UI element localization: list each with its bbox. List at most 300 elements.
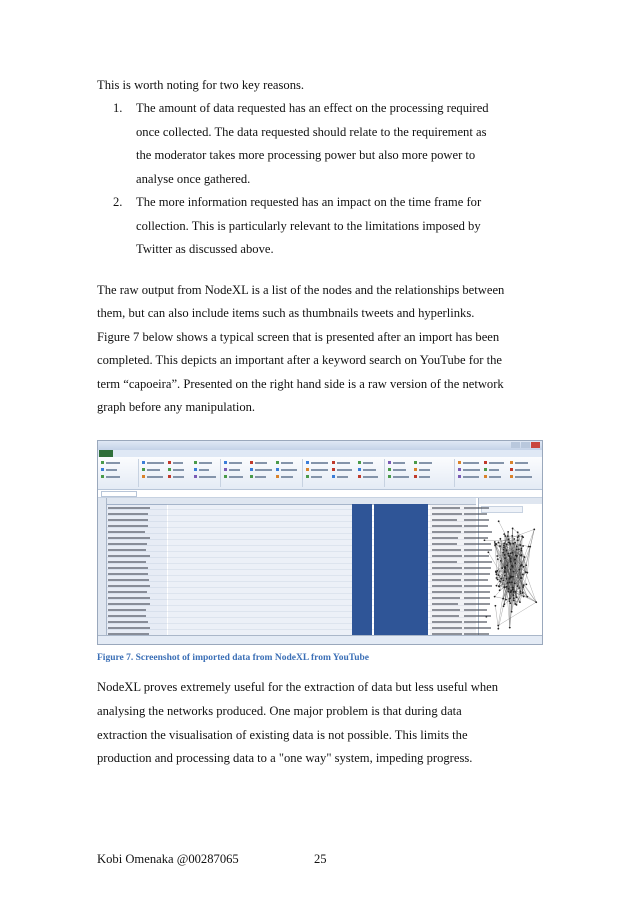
- graph-vertex: [521, 564, 523, 566]
- ribbon-label-stroke: [311, 476, 322, 478]
- cell-text-stroke: [432, 507, 460, 509]
- reason-1-line-3: the moderator takes more processing power but also more power to: [136, 148, 476, 162]
- graph-vertex: [503, 544, 505, 546]
- paragraph-2-line-1: NodeXL proves extremely useful for the extraction of data but less useful when: [97, 680, 499, 694]
- graph-vertex: [497, 628, 499, 630]
- ribbon-label-stroke: [229, 462, 242, 464]
- ribbon-icon: [458, 468, 461, 471]
- graph-vertex: [518, 535, 520, 537]
- graph-vertex: [520, 548, 522, 550]
- ribbon-label-stroke: [255, 469, 272, 471]
- ribbon-label-stroke: [173, 469, 184, 471]
- graph-vertex: [504, 571, 506, 573]
- graph-vertex: [525, 564, 527, 566]
- graph-vertex: [501, 567, 503, 569]
- graph-vertex: [512, 528, 514, 530]
- paragraph-1-line-4: completed. This depicts an important after a keyword search on YouTube for the: [97, 353, 503, 367]
- graph-vertex: [504, 587, 506, 589]
- graph-vertex: [520, 577, 522, 579]
- graph-vertex: [524, 556, 526, 558]
- cell-text-stroke: [108, 585, 150, 587]
- cell-text-stroke: [432, 627, 462, 629]
- graph-vertex: [535, 601, 537, 603]
- cell-text-stroke: [108, 627, 150, 629]
- ribbon-label-stroke: [106, 469, 117, 471]
- graph-vertex: [497, 558, 499, 560]
- graph-vertex: [518, 587, 520, 589]
- ribbon-label-stroke: [337, 469, 352, 471]
- graph-vertex: [508, 538, 510, 540]
- ribbon-label-stroke: [147, 476, 163, 478]
- ribbon-icon: [142, 475, 145, 478]
- cell-text-stroke: [432, 555, 462, 557]
- graph-vertex: [514, 591, 516, 593]
- graph-vertex: [509, 627, 511, 629]
- ribbon-icon: [388, 461, 391, 464]
- name-box: [101, 491, 137, 497]
- graph-vertex: [502, 598, 504, 600]
- ribbon-icon: [101, 461, 104, 464]
- ribbon-icon: [142, 461, 145, 464]
- ribbon-icon: [101, 468, 104, 471]
- graph-vertex: [503, 549, 505, 551]
- graph-vertex: [509, 542, 511, 544]
- pane-header: [479, 498, 543, 504]
- ribbon-label-stroke: [419, 469, 430, 471]
- graph-vertex: [502, 552, 504, 554]
- graph-vertex: [514, 542, 516, 544]
- cell-text-stroke: [464, 525, 488, 527]
- graph-vertex: [503, 603, 505, 605]
- graph-vertex: [518, 548, 520, 550]
- ribbon-label-stroke: [281, 462, 293, 464]
- ribbon-label-stroke: [229, 476, 243, 478]
- graph-vertex: [509, 559, 511, 561]
- cell-text-stroke: [108, 621, 148, 623]
- ribbon-icon: [510, 475, 513, 478]
- graph-vertex: [510, 590, 512, 592]
- cell-text-stroke: [432, 519, 457, 521]
- ribbon-icon: [414, 468, 417, 471]
- cell-text-stroke: [108, 567, 148, 569]
- reason-2-line-3: Twitter as discussed above.: [136, 242, 274, 256]
- cell-text-stroke: [432, 591, 462, 593]
- ribbon-label-stroke: [393, 476, 409, 478]
- ribbon-icon: [194, 461, 197, 464]
- ribbon-icon: [358, 475, 361, 478]
- cell-text-stroke: [108, 519, 148, 521]
- graph-vertex: [487, 551, 489, 553]
- cell-text-stroke: [464, 549, 492, 551]
- paragraph-2-line-3: extraction the visualisation of existing data is not possible. This limits the: [97, 728, 468, 742]
- sheet-tabs: [98, 635, 542, 645]
- ribbon-icon: [306, 461, 309, 464]
- graph-vertex: [523, 566, 525, 568]
- graph-vertex: [496, 577, 498, 579]
- cell-text-stroke: [108, 537, 150, 539]
- ribbon-icon: [224, 461, 227, 464]
- graph-vertex: [507, 531, 509, 533]
- graph-vertex: [510, 552, 512, 554]
- ribbon-label-stroke: [147, 469, 160, 471]
- cell-text-stroke: [432, 579, 461, 581]
- graph-vertex: [506, 544, 508, 546]
- cell-text-stroke: [464, 519, 489, 521]
- cell-text-stroke: [432, 633, 462, 635]
- graph-vertex: [484, 539, 486, 541]
- ribbon-label-stroke: [147, 462, 164, 464]
- graph-vertex: [509, 578, 511, 580]
- ribbon-icon: [168, 461, 171, 464]
- graph-vertex: [512, 587, 514, 589]
- paragraph-1-line-6: graph before any manipulation.: [97, 400, 256, 414]
- cell-text-stroke: [432, 603, 458, 605]
- graph-vertex: [522, 574, 524, 576]
- cell-text-stroke: [464, 543, 491, 545]
- ribbon-label-stroke: [255, 476, 266, 478]
- graph-vertex: [516, 546, 518, 548]
- ribbon-label-stroke: [363, 476, 378, 478]
- graph-vertex: [516, 596, 518, 598]
- graph-vertex: [517, 539, 519, 541]
- graph-vertex: [525, 584, 527, 586]
- cell-text-stroke: [464, 591, 490, 593]
- reason-1-line-1: The amount of data requested has an effect on the processing required: [136, 101, 489, 115]
- graph-vertex: [521, 535, 523, 537]
- ribbon-label-stroke: [199, 462, 212, 464]
- cell-text-stroke: [432, 549, 461, 551]
- graph-vertex: [503, 542, 505, 544]
- paragraph-1-line-3: Figure 7 below shows a typical screen that is presented after an import has been: [97, 330, 500, 344]
- graph-vertex: [514, 559, 516, 561]
- window-controls: [511, 442, 540, 448]
- cell-text-stroke: [464, 573, 490, 575]
- graph-vertex: [505, 550, 507, 552]
- cell-text-stroke: [464, 507, 489, 509]
- graph-vertex: [498, 520, 500, 522]
- ribbon-icon: [388, 468, 391, 471]
- graph-vertex: [504, 575, 506, 577]
- graph-vertex: [519, 544, 521, 546]
- cell-text-stroke: [432, 537, 458, 539]
- graph-vertex: [507, 582, 509, 584]
- graph-vertex: [497, 625, 499, 627]
- ribbon-icon: [510, 468, 513, 471]
- cell-text-stroke: [464, 513, 487, 515]
- graph-vertex: [519, 601, 521, 603]
- cell-text-stroke: [464, 633, 489, 635]
- ribbon-icon: [250, 475, 253, 478]
- graph-vertex: [520, 550, 522, 552]
- reason-1-number: 1.: [113, 101, 123, 115]
- graph-vertex: [511, 552, 513, 554]
- graph-vertex: [513, 594, 515, 596]
- ribbon-label-stroke: [337, 462, 350, 464]
- ribbon-icon: [101, 475, 104, 478]
- cell-text-stroke: [432, 615, 459, 617]
- ribbon-icon: [306, 468, 309, 471]
- graph-vertex: [510, 569, 512, 571]
- ribbon-icon: [194, 468, 197, 471]
- label-text-band: [374, 504, 428, 635]
- cell-text-stroke: [432, 543, 457, 545]
- ribbon-icon: [458, 461, 461, 464]
- ribbon-icon: [388, 475, 391, 478]
- graph-vertex: [517, 531, 519, 533]
- ribbon-icon: [484, 461, 487, 464]
- ribbon-icon: [250, 461, 253, 464]
- graph-vertex: [513, 597, 515, 599]
- graph-vertex: [509, 582, 511, 584]
- graph-vertex: [526, 596, 528, 598]
- ribbon-icon: [142, 468, 145, 471]
- cell-text-stroke: [432, 525, 462, 527]
- ribbon-icon: [332, 475, 335, 478]
- ribbon-label-stroke: [173, 462, 183, 464]
- page-number: 25: [314, 852, 327, 866]
- graph-vertex: [506, 564, 508, 566]
- graph-vertex: [513, 591, 515, 593]
- graph-vertex: [496, 555, 498, 557]
- graph-vertex: [511, 565, 513, 567]
- graph-vertex: [509, 598, 511, 600]
- cell-text-stroke: [108, 603, 150, 605]
- ribbon-icon: [250, 468, 253, 471]
- cell-text-stroke: [108, 531, 145, 533]
- cell-text-stroke: [432, 561, 457, 563]
- ribbon-label-stroke: [173, 476, 184, 478]
- graph-vertex: [504, 568, 506, 570]
- cell-text-stroke: [108, 561, 146, 563]
- graph-vertex: [519, 590, 521, 592]
- graph-vertex: [498, 574, 500, 576]
- graph-vertex: [508, 556, 510, 558]
- graph-vertex: [509, 600, 511, 602]
- graph-vertex: [512, 576, 514, 578]
- graph-vertex: [504, 557, 506, 559]
- graph-vertex: [513, 538, 515, 540]
- ribbon-icon: [358, 468, 361, 471]
- reason-2-line-2: collection. This is particularly relevant to the limitations imposed by: [136, 219, 481, 233]
- ribbon-icon: [276, 468, 279, 471]
- graph-vertex: [522, 545, 524, 547]
- cell-text-stroke: [432, 585, 462, 587]
- graph-vertex: [522, 592, 524, 594]
- ribbon-label-stroke: [463, 476, 479, 478]
- cell-text-stroke: [108, 543, 147, 545]
- cell-text-stroke: [432, 567, 462, 569]
- ribbon-icon: [224, 475, 227, 478]
- graph-vertex: [510, 575, 512, 577]
- cell-text-stroke: [464, 603, 490, 605]
- cell-text-stroke: [108, 549, 146, 551]
- cell-text-stroke: [464, 561, 492, 563]
- ribbon-label-stroke: [281, 476, 293, 478]
- cell-text-stroke: [108, 525, 148, 527]
- graph-vertex: [503, 579, 505, 581]
- cell-text-stroke: [432, 621, 462, 623]
- graph-vertex: [511, 611, 513, 613]
- ribbon-icon: [332, 468, 335, 471]
- ribbon-icon: [306, 475, 309, 478]
- label-column-band: [352, 504, 372, 635]
- graph-vertex: [494, 596, 496, 598]
- ribbon-label-stroke: [255, 462, 267, 464]
- cell-text-stroke: [108, 615, 146, 617]
- cell-text-stroke: [432, 513, 462, 515]
- graph-vertex: [509, 602, 511, 604]
- ribbon-label-stroke: [489, 462, 504, 464]
- intro-text: This is worth noting for two key reasons.: [97, 78, 305, 92]
- ribbon-label-stroke: [281, 469, 297, 471]
- ribbon-label-stroke: [515, 469, 530, 471]
- cell-text-stroke: [108, 555, 150, 557]
- graph-vertex: [499, 589, 501, 591]
- graph-vertex: [513, 543, 515, 545]
- graph-vertex: [514, 582, 516, 584]
- ribbon-label-stroke: [363, 462, 373, 464]
- ribbon-label-stroke: [311, 462, 328, 464]
- ribbon-icon: [414, 475, 417, 478]
- graph-vertex: [503, 605, 505, 607]
- cell-text-stroke: [108, 609, 146, 611]
- cell-text-stroke: [432, 573, 462, 575]
- graph-vertex: [499, 580, 501, 582]
- ribbon-icon: [194, 475, 197, 478]
- file-tab: [99, 450, 113, 457]
- ribbon-label-stroke: [463, 469, 480, 471]
- graph-vertex: [503, 533, 505, 535]
- cell-text-stroke: [464, 579, 488, 581]
- graph-vertex: [521, 554, 523, 556]
- reason-2-number: 2.: [113, 195, 123, 209]
- graph-vertex: [515, 562, 517, 564]
- cell-text-stroke: [108, 579, 149, 581]
- ribbon-label-stroke: [463, 462, 479, 464]
- cell-text-stroke: [108, 507, 150, 509]
- ribbon-icon: [168, 468, 171, 471]
- graph-vertex: [507, 591, 509, 593]
- graph-vertex: [516, 555, 518, 557]
- graph-vertex: [510, 561, 512, 563]
- graph-vertex: [506, 578, 508, 580]
- graph-vertex: [516, 604, 518, 606]
- graph-vertex: [516, 549, 518, 551]
- graph-vertex: [511, 581, 513, 583]
- graph-vertex: [496, 573, 498, 575]
- graph-vertex: [498, 586, 500, 588]
- ribbon-label-stroke: [363, 469, 376, 471]
- cell-text-stroke: [432, 531, 461, 533]
- graph-vertex: [529, 546, 531, 548]
- graph-vertex: [499, 545, 501, 547]
- graph-vertex: [503, 546, 505, 548]
- ribbon-label-stroke: [419, 476, 430, 478]
- formula-bar: [98, 490, 542, 498]
- graph-vertex: [513, 600, 515, 602]
- graph-vertex: [511, 535, 513, 537]
- ribbon-label-stroke: [393, 462, 405, 464]
- graph-vertex: [523, 596, 525, 598]
- cell-text-stroke: [464, 627, 491, 629]
- nodexl-ribbon: [98, 457, 542, 490]
- ribbon-label-stroke: [337, 476, 348, 478]
- visual-properties-band: [168, 504, 352, 635]
- graph-vertex: [500, 560, 502, 562]
- paragraph-1-line-2: them, but can also include items such as thumbnails tweets and hyperlinks.: [97, 306, 475, 320]
- graph-vertex: [517, 585, 519, 587]
- graph-vertex: [494, 605, 496, 607]
- paragraph-2-line-4: production and processing data to a "one way" system, impeding progress.: [97, 751, 473, 765]
- ribbon-icon: [276, 475, 279, 478]
- graph-vertex: [496, 585, 498, 587]
- graph-vertex: [504, 535, 506, 537]
- ribbon-icon: [332, 461, 335, 464]
- graph-vertex: [512, 589, 514, 591]
- ribbon-label-stroke: [419, 462, 432, 464]
- cell-text-stroke: [464, 597, 490, 599]
- graph-vertex: [510, 557, 512, 559]
- cell-text-stroke: [108, 513, 148, 515]
- footer-author: Kobi Omenaka @00287065: [97, 852, 239, 866]
- ribbon-label-stroke: [229, 469, 240, 471]
- ribbon-label-stroke: [393, 469, 406, 471]
- graph-vertex: [497, 579, 499, 581]
- ribbon-label-stroke: [106, 476, 120, 478]
- nodexl-screenshot: [97, 440, 543, 645]
- ribbon-label-stroke: [515, 476, 532, 478]
- ribbon-label-stroke: [199, 469, 209, 471]
- cell-text-stroke: [108, 591, 147, 593]
- cell-text-stroke: [432, 609, 460, 611]
- paragraph-1-line-1: The raw output from NodeXL is a list of the nodes and the relationships between: [97, 283, 505, 297]
- cell-text-stroke: [464, 531, 492, 533]
- ribbon-label-stroke: [489, 476, 501, 478]
- cell-text-stroke: [464, 585, 492, 587]
- ribbon-icon: [358, 461, 361, 464]
- graph-vertex: [522, 586, 524, 588]
- ribbon-label-stroke: [106, 462, 120, 464]
- ribbon-icon: [224, 468, 227, 471]
- graph-vertex: [508, 588, 510, 590]
- figure-caption: Figure 7. Screenshot of imported data from NodeXL from YouTube: [97, 653, 369, 663]
- graph-vertex: [518, 569, 520, 571]
- graph-vertex: [505, 599, 507, 601]
- cell-text-stroke: [464, 609, 487, 611]
- cell-text-stroke: [464, 537, 488, 539]
- row-header-column: [98, 498, 107, 635]
- cell-text-stroke: [108, 633, 149, 635]
- graph-vertex: [498, 541, 500, 543]
- reason-1-line-4: analyse once gathered.: [136, 172, 251, 186]
- graph-vertex: [506, 586, 508, 588]
- ribbon-icon: [484, 468, 487, 471]
- cell-text-stroke: [464, 621, 487, 623]
- ribbon-icon: [484, 475, 487, 478]
- paragraph-1-line-5: term “capoeira”. Presented on the right hand side is a raw version of the network: [97, 377, 504, 391]
- cell-text-stroke: [464, 555, 489, 557]
- graph-vertex: [523, 584, 525, 586]
- excel-title-bar: [98, 441, 542, 450]
- cell-text-stroke: [108, 597, 150, 599]
- graph-vertex: [500, 578, 502, 580]
- graph-vertex: [507, 535, 509, 537]
- cell-text-stroke: [464, 567, 491, 569]
- ribbon-label-stroke: [311, 469, 328, 471]
- ribbon-label-stroke: [489, 469, 499, 471]
- graph-vertex: [504, 554, 506, 556]
- ribbon-tab-bar: [98, 450, 542, 457]
